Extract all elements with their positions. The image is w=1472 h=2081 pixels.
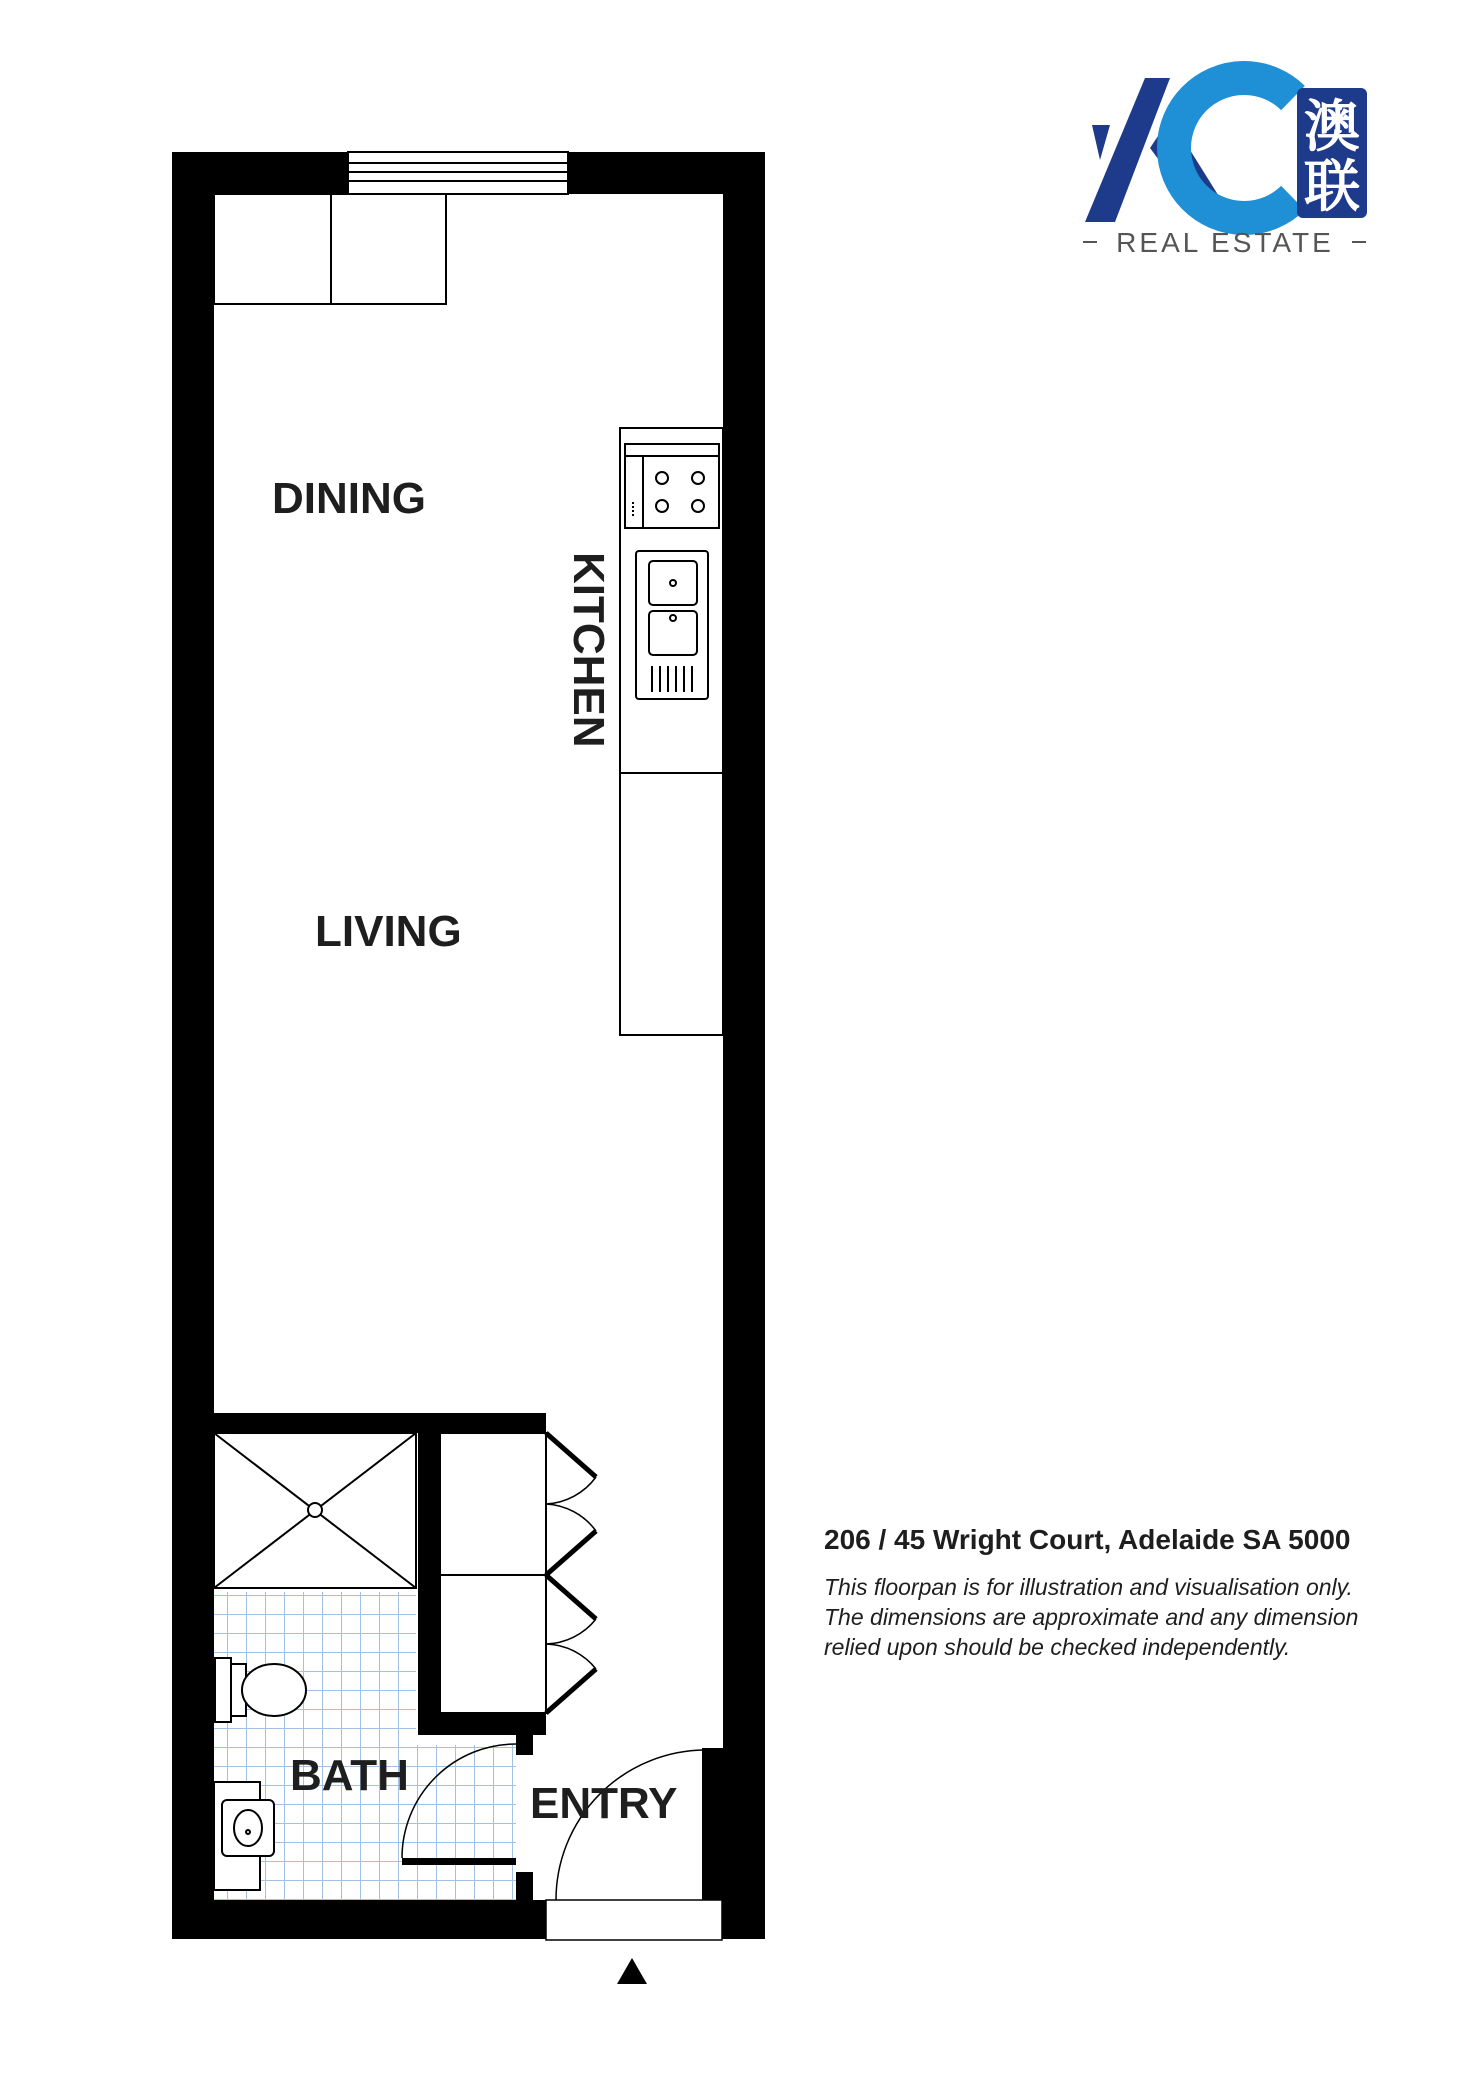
bath-door-stub xyxy=(402,1858,516,1865)
bath-divider-wall xyxy=(418,1433,440,1735)
room-label-bath: BATH xyxy=(290,1751,409,1800)
left-wall xyxy=(172,152,214,1939)
disclaimer xyxy=(824,1572,1444,1662)
toilet xyxy=(215,1658,306,1722)
window xyxy=(348,152,568,194)
bath-door-jamb-upper xyxy=(516,1735,533,1755)
bath-lower-wall xyxy=(418,1713,546,1735)
top-cabinets xyxy=(214,194,446,304)
triangle-up-icon xyxy=(617,1958,647,1984)
room-label-kitchen: KITCHEN xyxy=(564,552,613,748)
room-label-living: LIVING xyxy=(315,907,462,956)
room-label-dining: DINING xyxy=(272,474,426,523)
wardrobe xyxy=(440,1433,546,1713)
logo-cn-char-2: 联 xyxy=(1304,155,1360,218)
kitchen-bench xyxy=(620,428,723,1035)
logo-a-stub xyxy=(1092,125,1110,160)
disclaimer-line: The dimensions are approximate and any dimension xyxy=(824,1604,1359,1630)
disclaimer-line: This floorpan is for illustration and visualisation only. xyxy=(824,1574,1353,1600)
kitchen-sink xyxy=(636,551,708,699)
right-wall xyxy=(723,152,765,1939)
bath-door-jamb-lower xyxy=(516,1872,533,1900)
property-info xyxy=(824,1524,1444,1662)
bottom-wall-left xyxy=(172,1900,556,1939)
logo-c xyxy=(1174,78,1293,218)
bath-top-wall xyxy=(214,1413,546,1433)
brand-logo xyxy=(1083,78,1367,258)
entry-door xyxy=(546,1748,722,1940)
room-label-entry: ENTRY xyxy=(530,1779,678,1828)
wardrobe-doors xyxy=(546,1433,596,1713)
logo-cn-char-1: 澳 xyxy=(1304,95,1360,158)
logo-tagline: REAL ESTATE xyxy=(1116,227,1334,258)
cooktop xyxy=(625,444,719,528)
shower xyxy=(214,1433,416,1588)
property-address: 206 / 45 Wright Court, Adelaide SA 5000 xyxy=(824,1524,1351,1555)
disclaimer-line: relied upon should be checked independently. xyxy=(824,1634,1291,1660)
